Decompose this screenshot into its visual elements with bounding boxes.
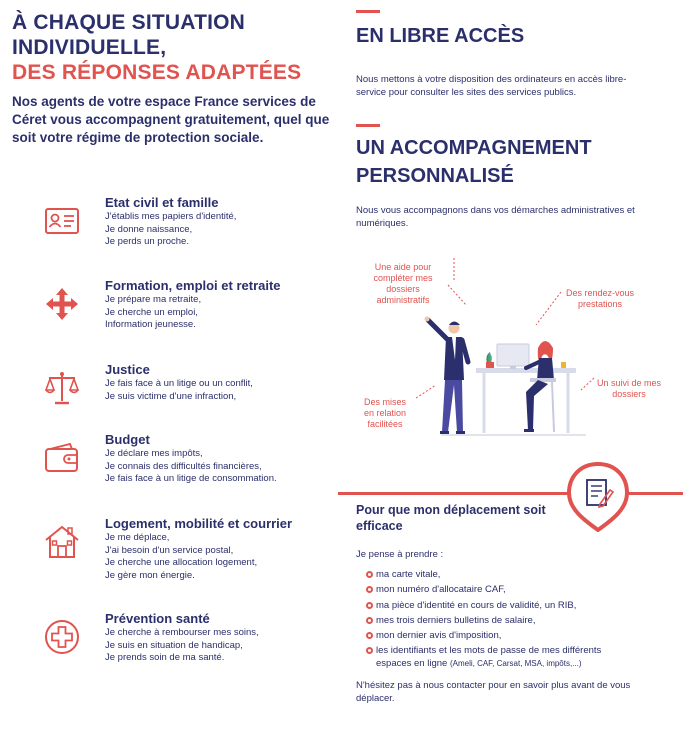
service-title: Budget (105, 432, 150, 447)
libre-acces-title: EN LIBRE ACCÈS (356, 25, 525, 47)
service-line: J'ai besoin d'un service postal, (105, 544, 234, 556)
pense-text: Je pense à prendre : (356, 549, 444, 560)
service-line: J'établis mes papiers d'identité, (105, 211, 237, 222)
label-rendez-vous: Des rendez-vous prestations (565, 288, 635, 309)
service-line: Je suis victime d'une infraction, (105, 390, 237, 402)
service-line: Je déclare mes impôts, (105, 448, 203, 459)
service-line: Je cherche une allocation logement, (105, 557, 258, 568)
service-line: Je me déplace, (105, 532, 170, 543)
wallet-icon (44, 440, 80, 476)
title-line-2: INDIVIDUELLE, (12, 36, 167, 59)
house-icon (44, 524, 80, 560)
list-item: mon dernier avis d'imposition, (356, 628, 656, 643)
service-title: Prévention santé (105, 611, 210, 626)
service-line: Je cherche à rembourser mes soins, (105, 627, 259, 638)
accompagnement-text: Nous vous accompagnons dans vos démarches administratives et numériques. (356, 205, 635, 229)
circle-bullet-icon (366, 602, 373, 609)
service-line: Je suis en situation de handicap, (105, 639, 243, 651)
label-suivi: Un suivi de mes dossiers (596, 378, 662, 399)
service-title: Logement, mobilité et courrier (105, 516, 293, 531)
service-line: Je donne naissance, (105, 223, 193, 235)
circle-bullet-icon (366, 571, 373, 578)
service-line: Je prépare ma retraite, (105, 294, 202, 305)
service-line: Je fais face à un litige de consommation. (105, 473, 277, 484)
circle-bullet-icon (366, 586, 373, 593)
service-title: Etat civil et famille (105, 195, 219, 210)
service-line: Je prends soin de ma santé. (105, 652, 225, 663)
title-line-3: DES RÉPONSES ADAPTÉES (12, 61, 302, 84)
document-pin-icon (566, 462, 630, 532)
section-divider (338, 492, 683, 495)
service-title: Formation, emploi et retraite (105, 278, 281, 293)
outro-text: N'hésitez pas à nous contacter pour en savoir plus avant de vous déplacer. (356, 680, 631, 704)
list-item: mon numéro d'allocataire CAF, (356, 582, 656, 597)
accompagnement-title-2: PERSONNALISÉ (356, 165, 514, 187)
left-column (12, 10, 330, 147)
label-aide: Une aide pour compléter mes dossiers administratifs (373, 262, 433, 305)
service-line: Je connais des difficultés financières, (105, 460, 262, 472)
red-accent-bar (356, 124, 380, 127)
title-line-1: À CHAQUE SITUATION (12, 11, 246, 34)
deplacement-title: Pour que mon déplacement soit efficace (356, 503, 546, 533)
arrows-cross-icon (44, 286, 80, 322)
health-cross-icon (44, 619, 80, 655)
id-card-icon (44, 203, 80, 239)
circle-bullet-icon (366, 617, 373, 624)
circle-bullet-icon (366, 647, 373, 654)
service-title: Justice (105, 362, 150, 377)
accompagnement-title-1: UN ACCOMPAGNEMENT (356, 137, 592, 159)
list-item: les identifiants et les mots de passe de mes différents espaces en ligne (Ameli, CAF, Carsat, MSA, impôts,...) (356, 643, 656, 670)
list-item: mes trois derniers bulletins de salaire, (356, 613, 656, 628)
service-line: Je fais face à un litige ou un conflit, (105, 378, 253, 389)
service-line: Je cherche un emploi, (105, 306, 198, 318)
circle-bullet-icon (366, 632, 373, 639)
service-line: Je gère mon énergie. (105, 569, 195, 581)
checklist (356, 567, 656, 670)
scales-icon (44, 370, 80, 406)
red-accent-bar (356, 10, 380, 13)
service-line: Je perds un proche. (105, 236, 189, 247)
service-line: Information jeunesse. (105, 319, 196, 330)
intro-text: Nos agents de votre espace France services de Céret vous accompagnent gratuitement, quel que soit votre régime de protection sociale. (12, 94, 330, 145)
list-item: ma carte vitale, (356, 567, 656, 582)
office-illustration (356, 250, 676, 450)
libre-acces-text: Nous mettons à votre disposition des ordinateurs en accès libre-service pour consulter les sites des services publics. (356, 74, 627, 98)
label-mises-en-relation: Des mises en relation facilitées (363, 397, 407, 429)
list-item: ma pièce d'identité en cours de validité, un RIB, (356, 598, 656, 613)
